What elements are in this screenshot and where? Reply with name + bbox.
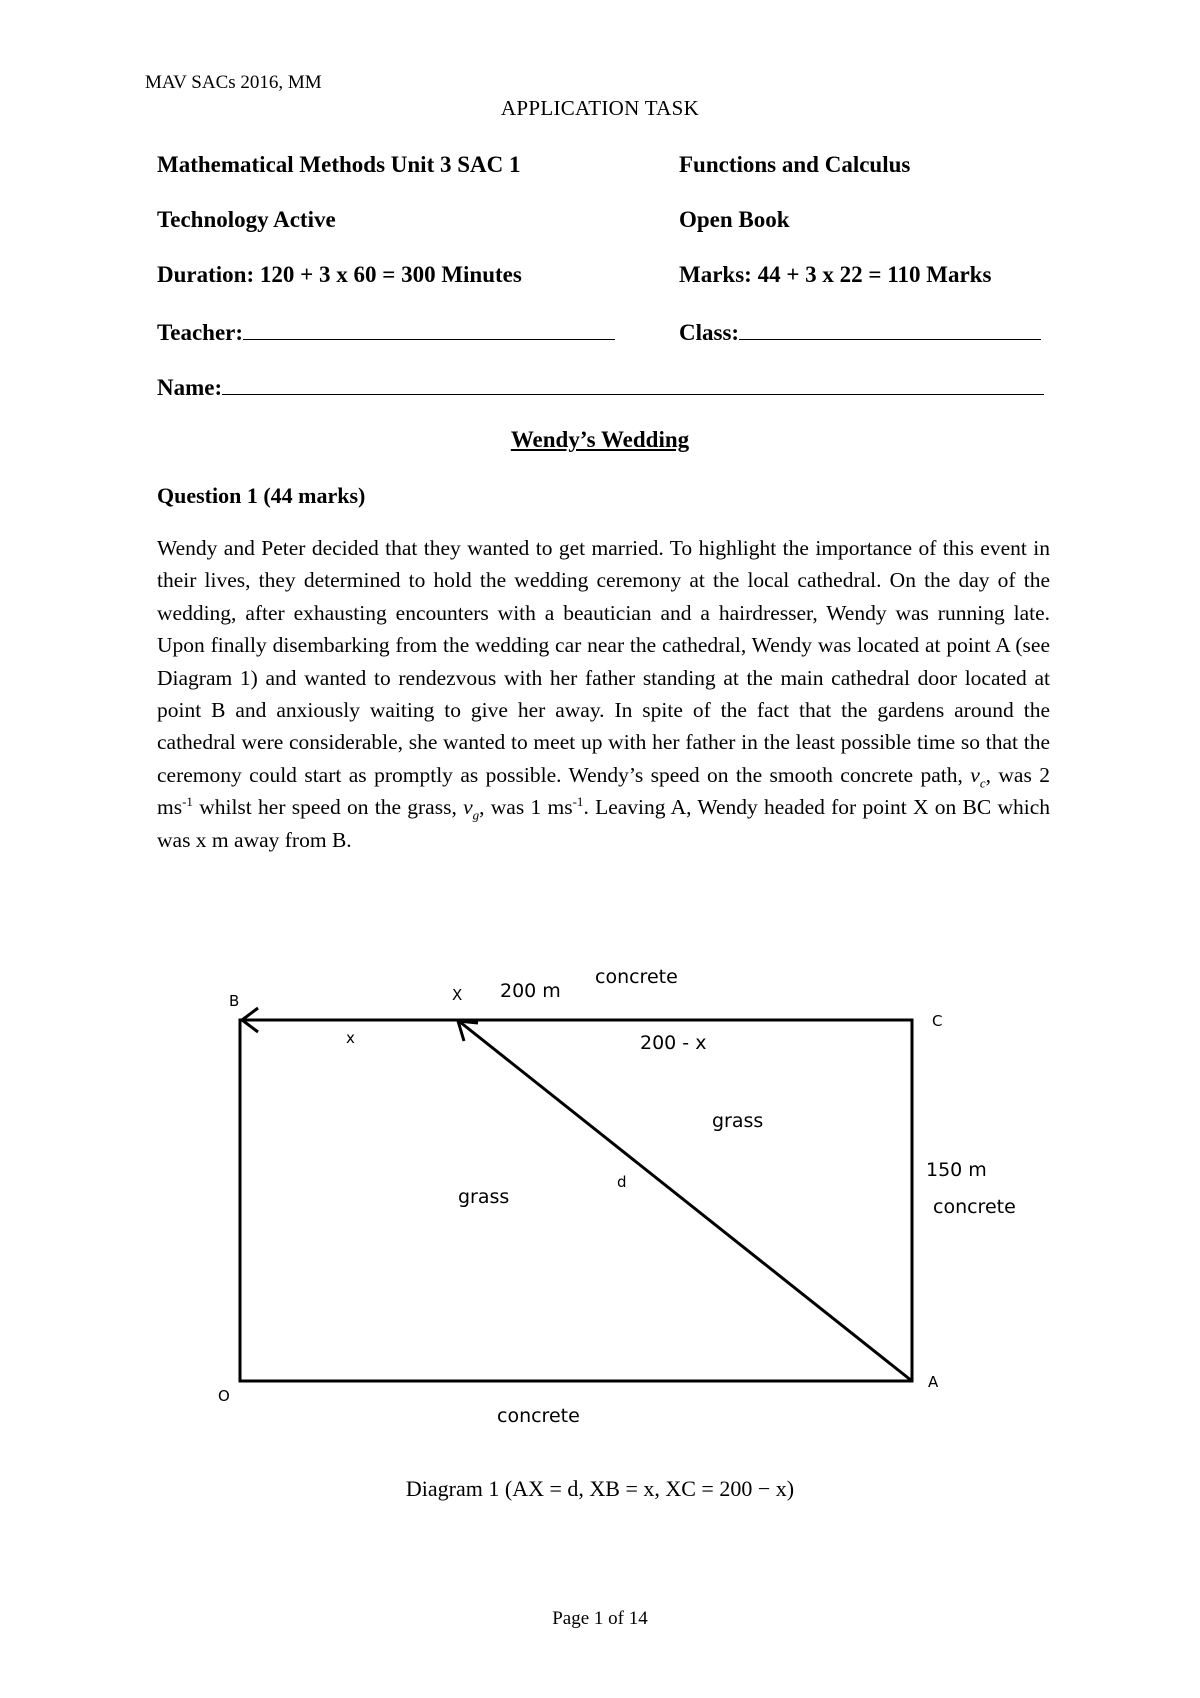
name-blank-line[interactable] <box>222 372 1044 395</box>
class-field[interactable] <box>679 317 1041 346</box>
question-heading: Question 1 (44 marks) <box>157 483 366 508</box>
unit-exponent-1: -1 <box>182 794 193 810</box>
vg-subscript: g <box>472 807 480 823</box>
para-part-2: , was 2 ms <box>157 762 1051 820</box>
name-field[interactable] <box>157 372 1044 401</box>
bottom-surface-label: concrete <box>497 1405 580 1427</box>
segment-x-label: x <box>346 1029 355 1047</box>
para-part-5: . Leaving A, Wendy headed for point X on BC which was x m away from B. <box>157 795 1050 852</box>
teacher-field[interactable] <box>157 317 615 346</box>
para-part-1: Wendy and Peter decided that they wanted to get married. To highlight the importance of this event in their lives, they determined to hold the wedding ceremony at the local cathedral. On the day of the wedding, after exhausting encounters with a beautician and a hairdresser, Wendy was running late. Upon finally disembarking from the wedding car near the cathedral, Wendy was located at point A (see Diagram 1) and wanted to rendezvous with her father standing at the main cathedral door located at point B and anxiously waiting to give her away. In spite of the fact that the gardens around the cathedral were considerable, she wanted to meet up with her father in the least possible time so that the ceremony could start as promptly as possible. Wendy’s speed on the smooth concrete path, <box>157 536 1050 787</box>
diagram-1 <box>210 955 1050 1435</box>
point-b-label: B <box>229 992 240 1010</box>
para-part-3: whilst her speed on the grass, <box>192 795 464 820</box>
page-number: Page 1 of 14 <box>552 1608 648 1629</box>
para-part-4: , was 1 ms <box>479 795 573 820</box>
field-rectangle <box>240 1020 912 1381</box>
teacher-blank-line[interactable] <box>243 317 615 340</box>
right-surface-label: concrete <box>933 1196 1016 1218</box>
question-paragraph <box>157 532 1050 856</box>
duration-label: Duration: 120 + 3 x 60 = 300 Minutes <box>157 262 522 287</box>
task-type-heading: APPLICATION TASK <box>500 96 700 120</box>
point-a-label: A <box>928 1373 939 1391</box>
class-field-label: Class: <box>679 320 740 345</box>
topic-label: Functions and Calculus <box>679 152 911 177</box>
subject-label: Mathematical Methods Unit 3 SAC 1 <box>157 152 521 177</box>
path-a-to-x <box>460 1022 912 1381</box>
grass-left-label: grass <box>458 1186 510 1208</box>
vc-symbol: v <box>970 762 980 787</box>
book-label: Open Book <box>679 207 790 232</box>
unit-exponent-2: -1 <box>572 794 584 810</box>
distance-d-label: d <box>617 1173 627 1191</box>
diagram-caption: Diagram 1 (AX = d, XB = x, XC = 200 − x) <box>405 1476 795 1501</box>
point-o-label: O <box>218 1387 230 1405</box>
segment-remainder-label: 200 - x <box>640 1032 707 1054</box>
vg-symbol: v <box>463 795 473 820</box>
document-title: Wendy’s Wedding <box>510 427 690 452</box>
point-c-label: C <box>932 1012 943 1030</box>
vc-subscript: c <box>979 775 986 791</box>
technology-label: Technology Active <box>157 207 336 232</box>
top-surface-label: concrete <box>595 966 678 988</box>
name-field-label: Name: <box>157 375 223 400</box>
class-blank-line[interactable] <box>739 317 1041 340</box>
right-length-label: 150 m <box>926 1159 987 1181</box>
point-x-label: X <box>452 986 463 1004</box>
document-source: MAV SACs 2016, MM <box>145 72 322 93</box>
top-length-label: 200 m <box>500 980 561 1002</box>
marks-label: Marks: 44 + 3 x 22 = 110 Marks <box>679 262 992 287</box>
teacher-field-label: Teacher: <box>157 320 244 345</box>
grass-right-label: grass <box>712 1110 764 1132</box>
